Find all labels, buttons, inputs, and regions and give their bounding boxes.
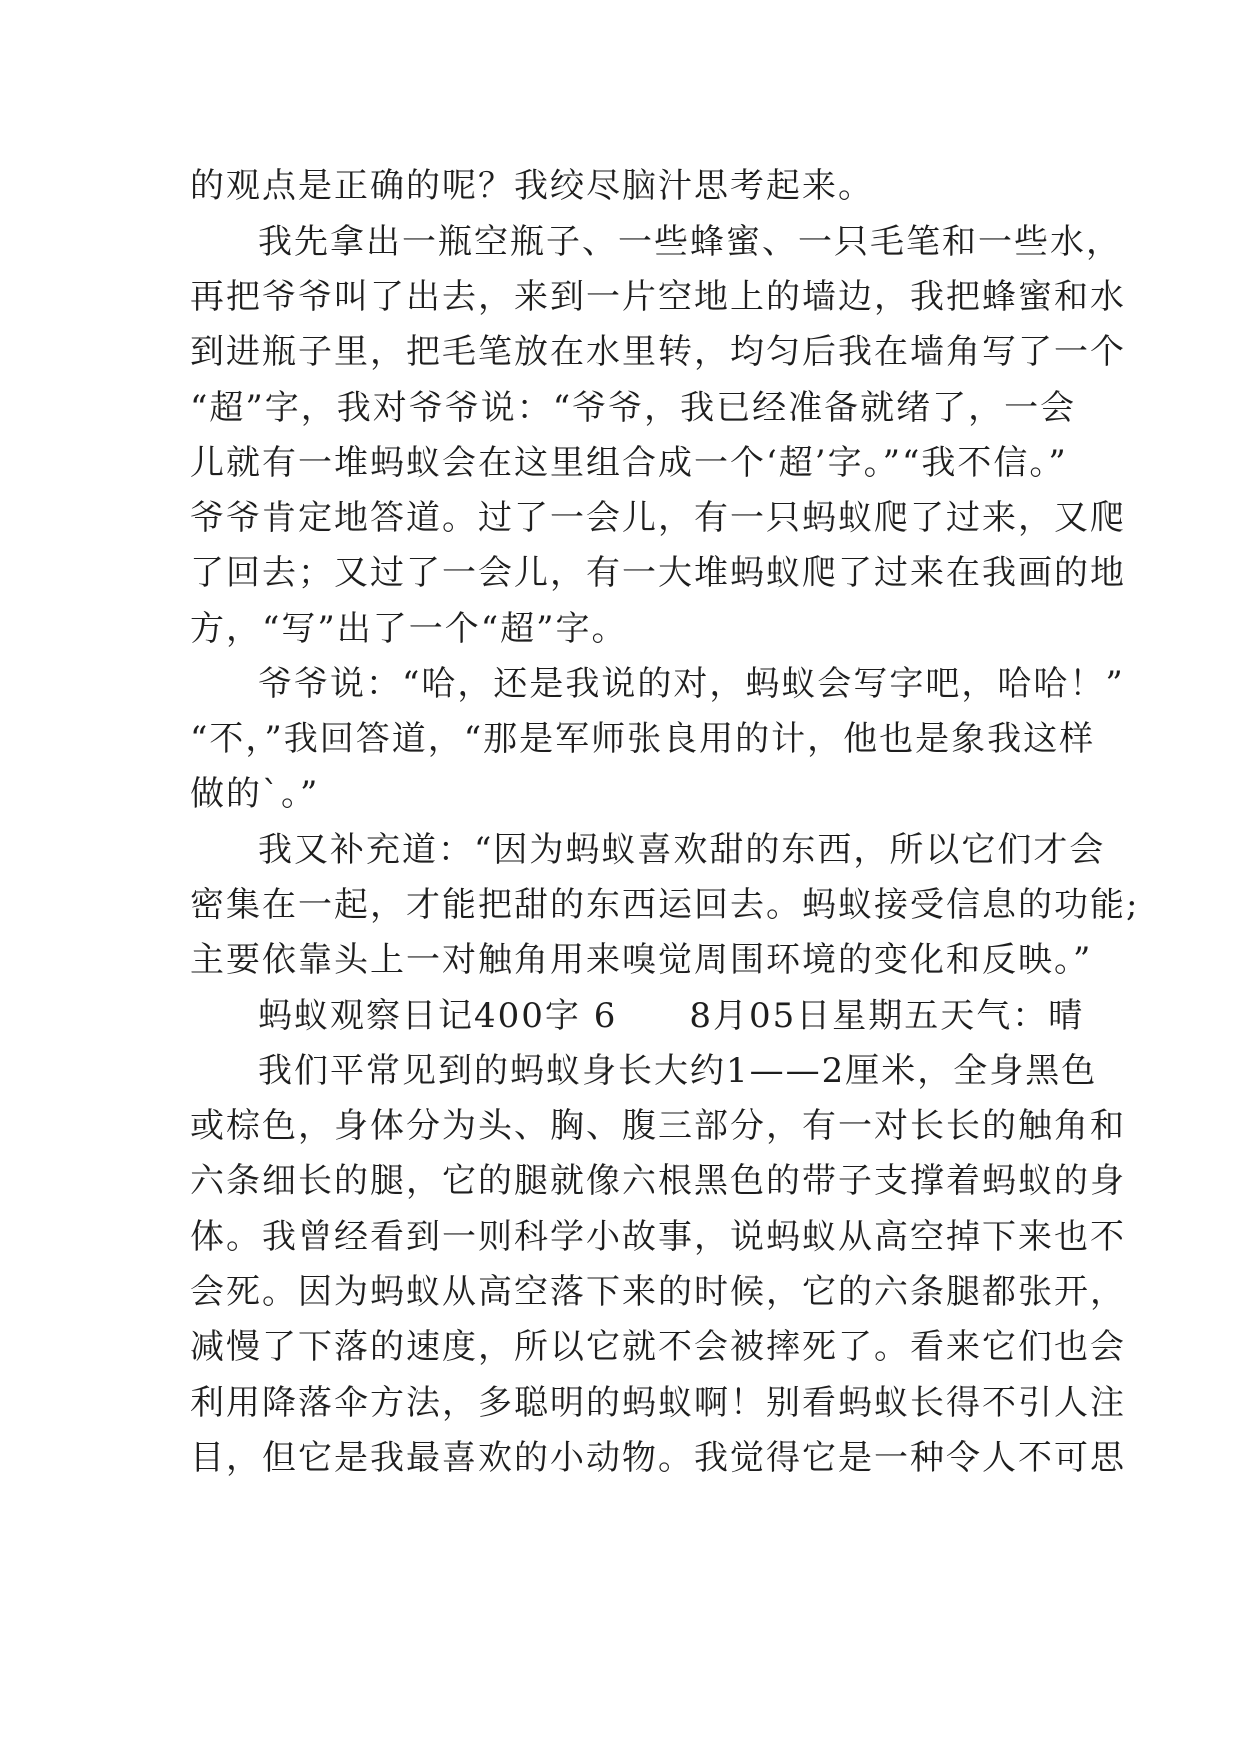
- text-line: 主要依靠头上一对触角用来嗅觉周围环境的变化和反映。”: [190, 940, 1093, 980]
- text-line: 减慢了下落的速度，所以它就不会被摔死了。看来它们也会: [190, 1327, 1126, 1367]
- text-line: 再把爷爷叫了出去，来到一片空地上的墙边，我把蜂蜜和水: [190, 277, 1126, 317]
- text-line: 到进瓶子里，把毛笔放在水里转，均匀后我在墙角写了一个: [190, 332, 1126, 372]
- text-line: “不，”我回答道，“那是军师张良用的计，他也是象我这样: [190, 719, 1096, 759]
- text-line: 会死。因为蚂蚁从高空落下来的时候，它的六条腿都张开，: [190, 1272, 1126, 1312]
- text-line: “超”字，我对爷爷说：“爷爷，我已经准备就绪了，一会: [190, 388, 1077, 428]
- text-line: 我先拿出一瓶空瓶子、一些蜂蜜、一只毛笔和一些水，: [258, 222, 1122, 262]
- text-line: 爷爷说：“哈，还是我说的对，蚂蚁会写字吧，哈哈！”: [258, 664, 1125, 704]
- text-line: 六条细长的腿，它的腿就像六根黑色的带子支撑着蚂蚁的身: [190, 1161, 1126, 1201]
- text-line: 了回去；又过了一会儿，有一大堆蚂蚁爬了过来在我画的地: [190, 553, 1126, 593]
- text-line: 我们平常见到的蚂蚁身长大约1——2厘米，全身黑色: [258, 1051, 1098, 1091]
- text-line: 蚂蚁观察日记400字 6 8月05日星期五天气：晴: [258, 996, 1085, 1036]
- text-line: 儿就有一堆蚂蚁会在这里组合成一个‘超’字。”“我不信。”: [190, 443, 1068, 483]
- text-line: 爷爷肯定地答道。过了一会儿，有一只蚂蚁爬了过来，又爬: [190, 498, 1126, 538]
- text-line: 或棕色，身体分为头、胸、腹三部分，有一对长长的触角和: [190, 1106, 1126, 1146]
- text-line: 利用降落伞方法，多聪明的蚂蚁啊！别看蚂蚁长得不引人注: [190, 1383, 1126, 1423]
- text-line: 方，“写”出了一个“超”字。: [190, 609, 628, 649]
- text-line: 体。我曾经看到一则科学小故事，说蚂蚁从高空掉下来也不: [190, 1217, 1126, 1257]
- text-line: 的观点是正确的呢？我绞尽脑汁思考起来。: [190, 166, 874, 206]
- text-line: 目，但它是我最喜欢的小动物。我觉得它是一种令人不可思: [190, 1438, 1126, 1478]
- text-line: 做的`。”: [190, 774, 320, 814]
- text-line: 密集在一起，才能把甜的东西运回去。蚂蚁接受信息的功能;: [190, 885, 1140, 925]
- text-line: 我又补充道：“因为蚂蚁喜欢甜的东西，所以它们才会: [258, 830, 1106, 870]
